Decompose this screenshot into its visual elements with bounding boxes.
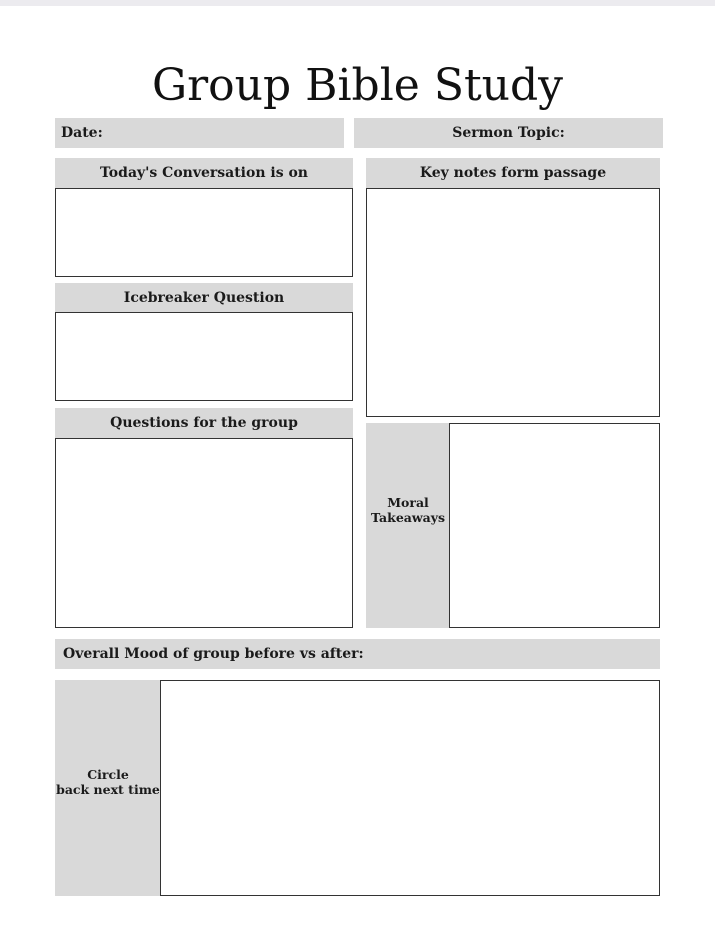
- key-notes-header: [366, 158, 660, 188]
- circle-label-line1: Circle: [87, 767, 129, 782]
- moral-takeaways-label: [366, 495, 450, 525]
- page-title: Group Bible Study: [151, 60, 564, 111]
- worksheet-page: [0, 6, 715, 936]
- key-notes-label: Key notes form passage: [419, 165, 607, 181]
- circle-back-box[interactable]: [160, 680, 660, 896]
- moral-takeaways-box[interactable]: [449, 423, 660, 628]
- conversation-label: Today's Conversation is on: [100, 165, 308, 181]
- moral-label-line1: Moral: [387, 495, 429, 510]
- icebreaker-label: Icebreaker Question: [123, 290, 285, 306]
- sermon-topic-field[interactable]: [354, 118, 663, 148]
- questions-header: [55, 408, 353, 438]
- moral-label-line2: Takeaways: [370, 510, 446, 525]
- icebreaker-header: [55, 283, 353, 313]
- questions-box[interactable]: [55, 438, 353, 628]
- circle-back-label: [55, 767, 161, 797]
- icebreaker-box[interactable]: [55, 312, 353, 401]
- key-notes-box[interactable]: [366, 188, 660, 417]
- date-field[interactable]: [55, 118, 344, 148]
- mood-field[interactable]: [55, 639, 660, 669]
- conversation-box[interactable]: [55, 188, 353, 277]
- circle-label-line2: back next time: [56, 782, 160, 797]
- date-label: Date:: [61, 125, 103, 141]
- mood-label: Overall Mood of group before vs after:: [63, 646, 364, 662]
- questions-label: Questions for the group: [110, 415, 298, 431]
- moral-takeaways-panel: [366, 423, 450, 628]
- sermon-topic-label: Sermon Topic:: [452, 125, 565, 141]
- conversation-header: [55, 158, 353, 188]
